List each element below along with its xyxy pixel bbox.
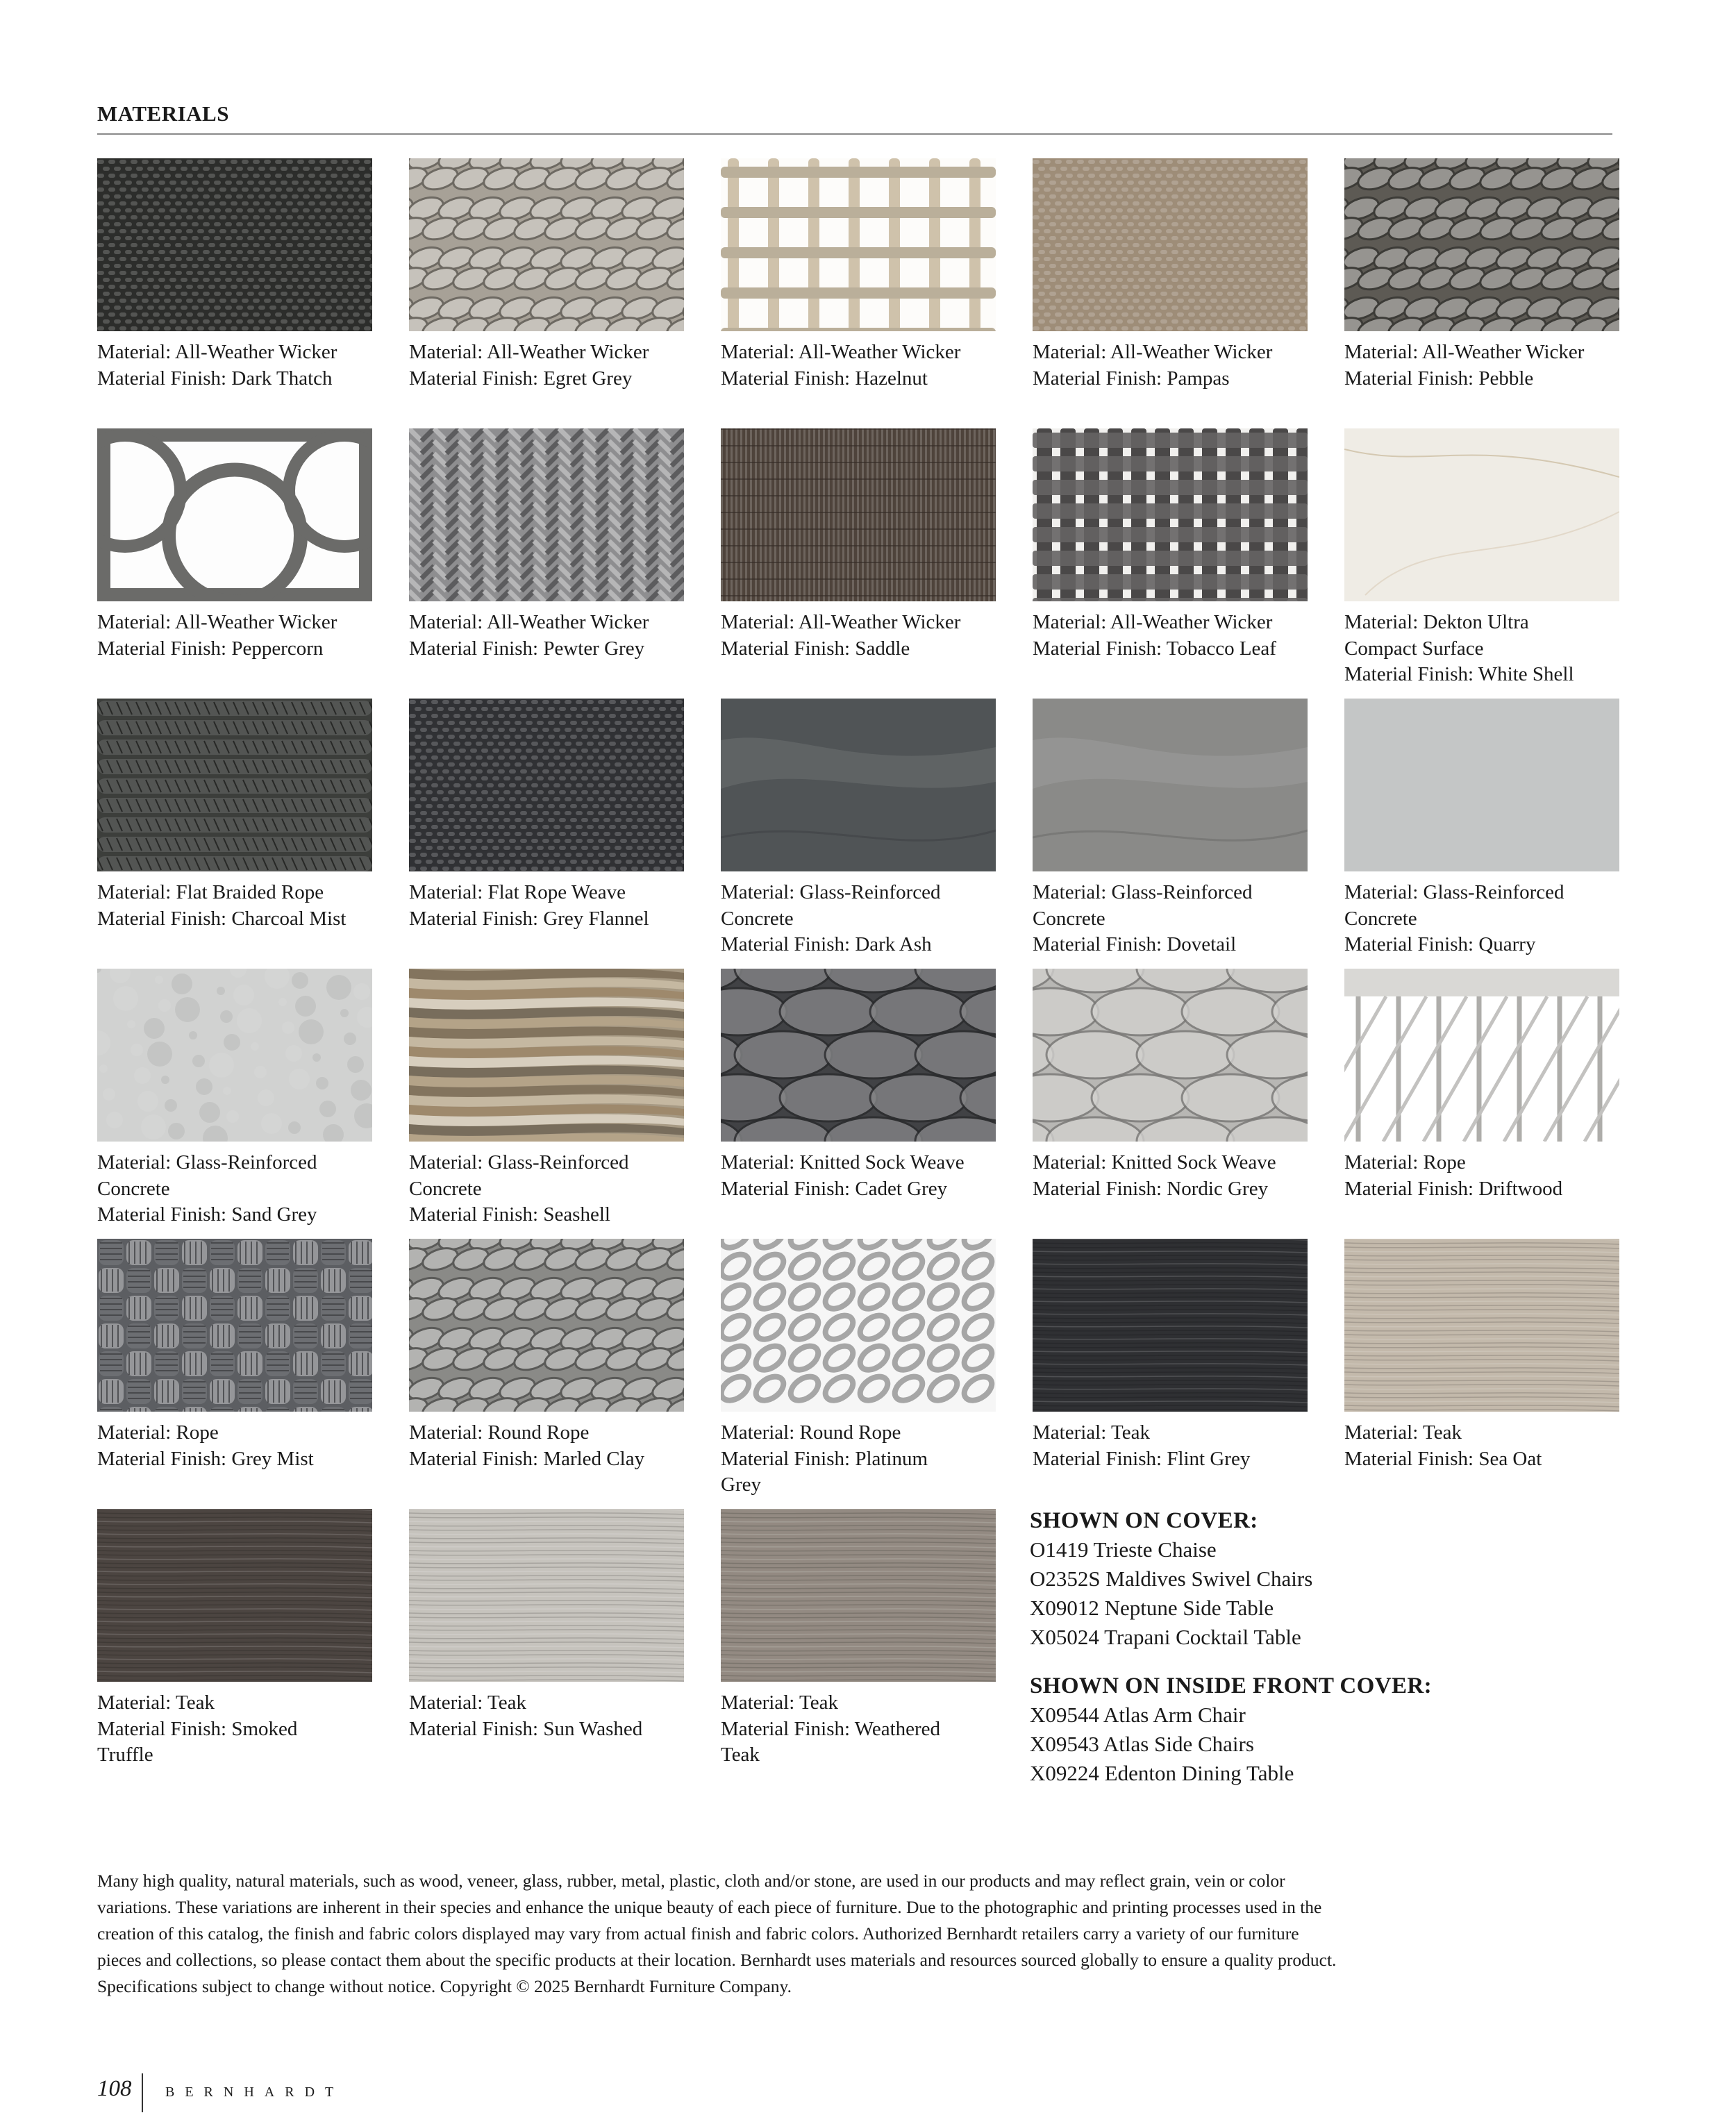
swatch-card	[409, 158, 684, 392]
swatch-card	[721, 969, 996, 1202]
swatch-caption	[97, 1150, 372, 1228]
swatch-finish: Concrete	[721, 907, 794, 930]
swatch-finish: Material Finish: Grey Flannel	[409, 907, 649, 930]
swatch-material: Material: Glass-Reinforced	[409, 1151, 629, 1173]
swatch-card	[97, 1509, 372, 1769]
shown-on-cover-item: X09012 Neptune Side Table	[1030, 1596, 1274, 1620]
swatch-card	[721, 428, 996, 662]
swatch-image	[97, 428, 372, 601]
swatch-card	[1344, 158, 1619, 392]
swatch-finish-cont: Material Finish: Quarry	[1344, 933, 1536, 955]
swatch-card	[97, 969, 372, 1228]
swatch-caption	[1033, 1150, 1308, 1202]
swatch-caption	[97, 1420, 372, 1472]
swatch-finish: Material Finish: Pebble	[1344, 367, 1534, 390]
swatch-image	[1344, 969, 1619, 1142]
inside-cover-item: X09544 Atlas Arm Chair	[1030, 1703, 1246, 1727]
swatch-caption	[1344, 1150, 1619, 1202]
swatch-caption	[409, 1690, 684, 1742]
swatch-image	[1033, 699, 1308, 871]
swatch-card	[721, 1239, 996, 1498]
swatch-finish: Material Finish: Tobacco Leaf	[1033, 637, 1276, 660]
shown-on-cover-heading: SHOWN ON COVER:	[1030, 1508, 1258, 1533]
swatch-card	[721, 699, 996, 958]
swatch-image	[1033, 158, 1308, 331]
swatch-finish: Material Finish: Hazelnut	[721, 367, 928, 390]
disclaimer-text: Many high quality, natural materials, such as wood, veneer, glass, rubber, metal, plastic, cloth and/or stone, are used in our products and may reflect grain, vein or color variations. These variations are inherent in their species and enhance the unique beauty of each piece of furniture. Due to the photographic and printing processes used in the creation of this catalog, the finish and fabric colors displayed may vary from actual finish and fabric colors. Authorized Bernhardt retailers carry a variety of our furniture pieces and collections, so please contact them about the specific products at their location. Bernhardt uses materials and resources sourced globally to ensure a quality product. Specifications subject to change without notice. Copyright © 2025 Bernhardt Furniture Company.	[97, 1871, 1337, 1996]
swatch-caption	[1033, 610, 1308, 662]
swatch-material: Material: All-Weather Wicker	[1033, 341, 1273, 363]
swatch-material: Material: All-Weather Wicker	[97, 341, 337, 363]
swatch-image	[409, 699, 684, 871]
swatch-image	[97, 158, 372, 331]
swatch-finish-cont: Material Finish: Sand Grey	[97, 1203, 317, 1226]
swatch-caption	[1344, 340, 1619, 392]
shown-on-cover-item: X05024 Trapani Cocktail Table	[1030, 1625, 1301, 1649]
shown-on-inside-front-cover	[1030, 1671, 1585, 1788]
swatch-finish: Concrete	[409, 1177, 482, 1200]
swatch-finish: Concrete	[1033, 907, 1105, 930]
swatch-card	[1033, 699, 1308, 958]
swatch-material: Material: Knitted Sock Weave	[1033, 1151, 1276, 1173]
swatch-finish: Material Finish: Saddle	[721, 637, 910, 660]
swatch-caption	[721, 1150, 996, 1202]
swatch-image	[721, 158, 996, 331]
swatch-finish-cont: Teak	[721, 1744, 760, 1766]
swatch-finish: Material Finish: Cadet Grey	[721, 1177, 948, 1200]
swatch-material: Material: Teak	[97, 1691, 215, 1714]
swatch-card	[409, 699, 684, 932]
swatch-caption	[721, 880, 996, 958]
swatch-image	[1033, 969, 1308, 1142]
swatch-card	[1033, 1239, 1308, 1472]
swatch-finish: Material Finish: Flint Grey	[1033, 1447, 1251, 1470]
swatch-finish-cont: Material Finish: Dovetail	[1033, 933, 1237, 955]
swatch-material: Material: All-Weather Wicker	[721, 611, 961, 633]
swatch-material: Material: Teak	[1033, 1421, 1150, 1444]
swatch-caption	[721, 1690, 996, 1769]
swatch-image	[721, 969, 996, 1142]
swatch-image	[721, 699, 996, 871]
swatch-image	[97, 1509, 372, 1682]
swatch-image	[97, 969, 372, 1142]
swatch-material: Material: Flat Rope Weave	[409, 881, 626, 903]
swatch-card	[409, 1509, 684, 1742]
swatch-finish: Material Finish: Pewter Grey	[409, 637, 645, 660]
swatch-image	[409, 1509, 684, 1682]
swatch-material: Material: Teak	[721, 1691, 838, 1714]
swatch-finish: Material Finish: Smoked	[97, 1717, 298, 1740]
swatch-material: Material: All-Weather Wicker	[1033, 611, 1273, 633]
swatch-card	[1344, 1239, 1619, 1472]
swatch-caption	[1344, 610, 1619, 688]
swatch-material: Material: All-Weather Wicker	[409, 611, 649, 633]
swatch-image	[409, 158, 684, 331]
swatch-finish: Compact Surface	[1344, 637, 1484, 660]
swatch-image	[409, 969, 684, 1142]
swatch-caption	[97, 340, 372, 392]
swatch-caption	[1344, 880, 1619, 958]
swatch-material: Material: Rope	[1344, 1151, 1466, 1173]
swatch-caption	[1033, 880, 1308, 958]
swatch-image	[1344, 699, 1619, 871]
swatch-caption	[1033, 340, 1308, 392]
section-title: MATERIALS	[97, 101, 229, 126]
swatch-finish-cont: Material Finish: Seashell	[409, 1203, 610, 1226]
shown-on-cover	[1030, 1506, 1585, 1652]
swatch-image	[721, 1509, 996, 1682]
swatch-card	[1033, 969, 1308, 1202]
swatch-caption	[97, 610, 372, 662]
swatch-card	[97, 158, 372, 392]
swatch-caption	[1033, 1420, 1308, 1472]
footer-divider	[142, 2073, 143, 2112]
swatch-finish: Material Finish: Marled Clay	[409, 1447, 645, 1470]
swatch-card	[1033, 428, 1308, 662]
swatch-material: Material: All-Weather Wicker	[97, 611, 337, 633]
swatch-caption	[721, 610, 996, 662]
swatch-image	[721, 428, 996, 601]
swatch-caption	[409, 610, 684, 662]
swatch-material: Material: Flat Braided Rope	[97, 881, 324, 903]
swatch-caption	[97, 1690, 372, 1769]
swatch-material: Material: Glass-Reinforced	[1344, 881, 1564, 903]
swatch-finish: Material Finish: Weathered	[721, 1717, 941, 1740]
swatch-material: Material: Glass-Reinforced	[1033, 881, 1253, 903]
swatch-material: Material: Teak	[1344, 1421, 1462, 1444]
swatch-finish: Concrete	[97, 1177, 170, 1200]
swatch-image	[1344, 1239, 1619, 1412]
swatch-material: Material: Glass-Reinforced	[97, 1151, 317, 1173]
swatch-finish: Material Finish: Peppercorn	[97, 637, 324, 660]
swatch-finish: Material Finish: Dark Thatch	[97, 367, 333, 390]
shown-on-cover-item: O1419 Trieste Chaise	[1030, 1537, 1217, 1562]
swatch-material: Material: All-Weather Wicker	[721, 341, 961, 363]
inside-cover-item: X09224 Edenton Dining Table	[1030, 1761, 1294, 1785]
swatch-material: Material: All-Weather Wicker	[1344, 341, 1585, 363]
swatch-card	[1344, 969, 1619, 1202]
swatch-caption	[721, 1420, 996, 1498]
swatch-material: Material: Dekton Ultra	[1344, 611, 1529, 633]
swatch-image	[1344, 158, 1619, 331]
swatch-finish: Concrete	[1344, 907, 1417, 930]
swatch-finish: Material Finish: Driftwood	[1344, 1177, 1563, 1200]
brand-wordmark: BERNHARDT	[165, 2085, 344, 2100]
swatch-card	[1033, 158, 1308, 392]
swatch-card	[409, 969, 684, 1228]
swatch-card	[409, 1239, 684, 1472]
swatch-finish-cont: Truffle	[97, 1744, 153, 1766]
swatch-image	[1344, 428, 1619, 601]
swatch-card	[721, 1509, 996, 1769]
swatch-material: Material: Knitted Sock Weave	[721, 1151, 965, 1173]
swatch-card	[97, 1239, 372, 1472]
swatch-finish: Material Finish: Charcoal Mist	[97, 907, 347, 930]
swatch-caption	[1344, 1420, 1619, 1472]
swatch-image	[97, 1239, 372, 1412]
swatch-material: Material: All-Weather Wicker	[409, 341, 649, 363]
swatch-caption	[721, 340, 996, 392]
inside-cover-heading: SHOWN ON INSIDE FRONT COVER:	[1030, 1673, 1432, 1698]
swatch-finish: Material Finish: Egret Grey	[409, 367, 633, 390]
swatch-image	[1033, 1239, 1308, 1412]
swatch-material: Material: Glass-Reinforced	[721, 881, 941, 903]
swatch-finish-cont: Material Finish: Dark Ash	[721, 933, 932, 955]
swatch-caption	[409, 880, 684, 932]
swatch-card	[1344, 428, 1619, 688]
swatch-card	[721, 158, 996, 392]
swatch-image	[409, 428, 684, 601]
swatch-finish: Material Finish: Platinum	[721, 1447, 928, 1470]
swatch-card	[97, 699, 372, 932]
swatch-finish: Material Finish: Sun Washed	[409, 1717, 643, 1740]
swatch-image	[97, 699, 372, 871]
swatch-caption	[97, 880, 372, 932]
swatch-caption	[409, 1420, 684, 1472]
swatch-material: Material: Rope	[97, 1421, 219, 1444]
swatch-image	[1033, 428, 1308, 601]
swatch-material: Material: Teak	[409, 1691, 526, 1714]
swatch-finish: Material Finish: Nordic Grey	[1033, 1177, 1269, 1200]
swatch-caption	[409, 340, 684, 392]
swatch-card	[409, 428, 684, 662]
swatch-finish: Material Finish: Grey Mist	[97, 1447, 314, 1470]
swatch-finish-cont: Material Finish: White Shell	[1344, 663, 1574, 685]
swatch-finish: Material Finish: Sea Oat	[1344, 1447, 1542, 1470]
swatch-image	[409, 1239, 684, 1412]
swatch-card	[97, 428, 372, 662]
inside-cover-item: X09543 Atlas Side Chairs	[1030, 1732, 1254, 1756]
swatch-caption	[409, 1150, 684, 1228]
swatch-material: Material: Round Rope	[721, 1421, 901, 1444]
swatch-card	[1344, 699, 1619, 958]
swatch-material: Material: Round Rope	[409, 1421, 590, 1444]
shown-on-cover-item: O2352S Maldives Swivel Chairs	[1030, 1567, 1313, 1591]
swatch-finish-cont: Grey	[721, 1473, 761, 1496]
swatch-finish: Material Finish: Pampas	[1033, 367, 1230, 390]
swatch-image	[721, 1239, 996, 1412]
page-number: 108	[97, 2076, 132, 2101]
